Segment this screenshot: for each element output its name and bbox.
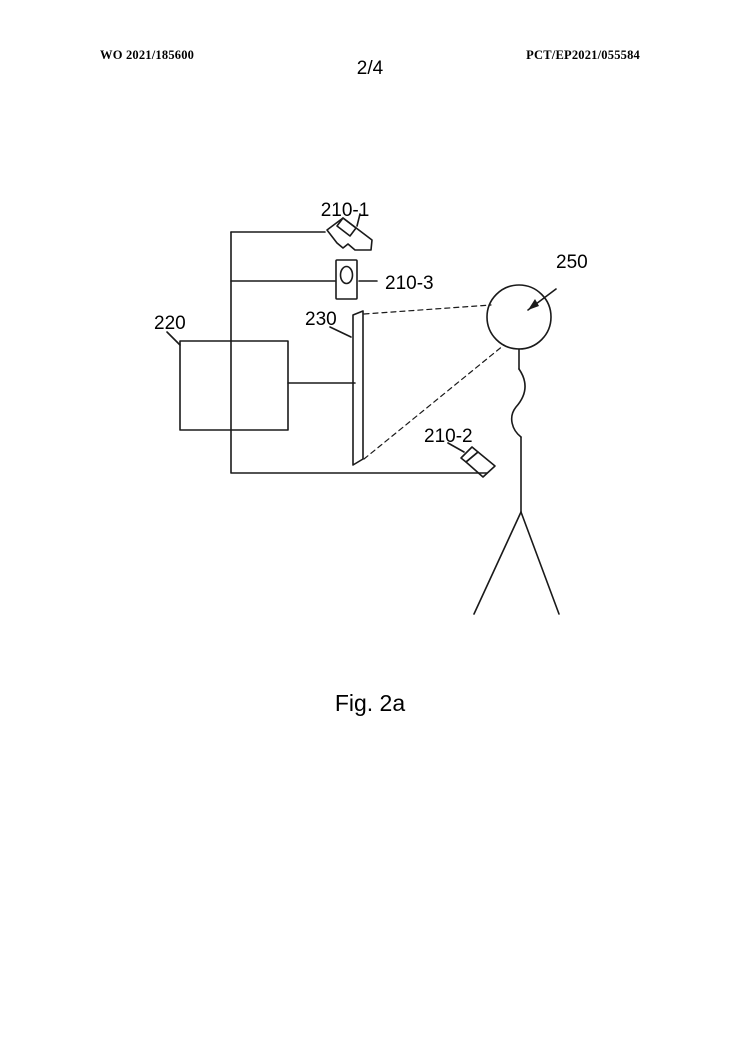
- label-220: 220: [154, 313, 186, 334]
- label-210-3: 210-3: [385, 273, 434, 294]
- label-210-1: 210-1: [320, 200, 370, 221]
- page-number: 2/4: [356, 58, 384, 79]
- person-body: [512, 369, 525, 437]
- display-panel: [353, 311, 363, 465]
- camera-210-2-lens: [461, 447, 478, 462]
- person-leg-left: [474, 512, 521, 614]
- header-publication-number: WO 2021/185600: [100, 48, 195, 62]
- person-head: [487, 285, 551, 349]
- sensor-210-3-lens: [341, 267, 353, 284]
- label-250: 250: [556, 252, 588, 273]
- header-application-number: PCT/EP2021/055584: [526, 48, 640, 62]
- leader-250-arrowhead: [528, 299, 539, 310]
- control-unit-box: [180, 341, 288, 430]
- fov-line-top: [364, 305, 491, 314]
- person-leg-right: [521, 512, 559, 614]
- label-230: 230: [305, 309, 337, 330]
- figure-caption: Fig. 2a: [334, 690, 406, 716]
- label-210-2: 210-2: [424, 426, 473, 447]
